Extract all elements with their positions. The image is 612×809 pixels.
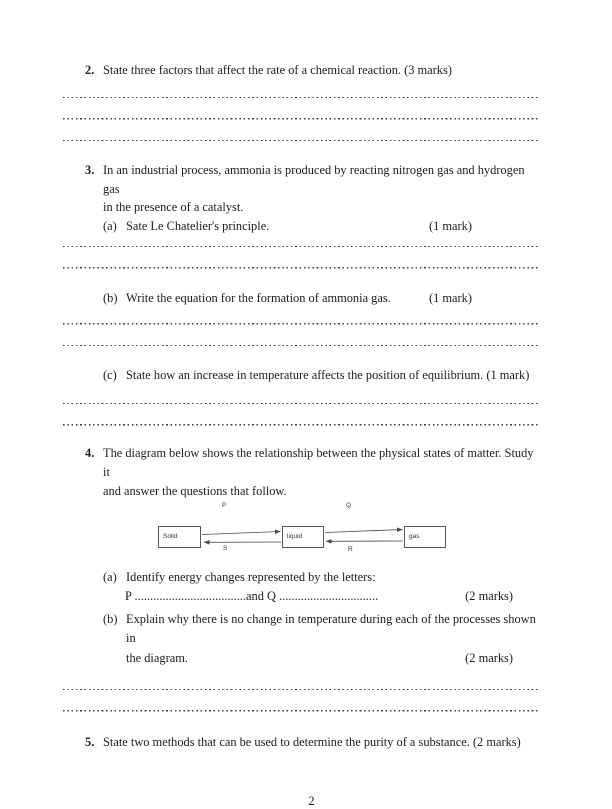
- question-4-intro-line2: and answer the questions that follow.: [103, 482, 538, 501]
- question-3b-answer-lines: [63, 307, 538, 347]
- question-3a-text: Sate Le Chatelier's principle.: [126, 217, 269, 236]
- answer-line: [63, 325, 538, 347]
- answer-line: [63, 404, 538, 426]
- question-3b-text: Write the equation for the formation of ammonia gas.: [126, 289, 391, 307]
- question-3b: [103, 289, 538, 307]
- question-3-intro-line1: In an industrial process, ammonia is produced by reacting nitrogen gas and hydrogen gas: [103, 161, 538, 198]
- question-3b-label: (b): [103, 289, 126, 307]
- question-4a-fill-line: [103, 587, 538, 606]
- question-4a-label: (a): [103, 568, 126, 587]
- question-4-intro-line1: The diagram below shows the relationship between the physical states of matter. Study it: [103, 444, 538, 482]
- question-4a-fill-text: P ....................................and Q ................................: [125, 587, 378, 606]
- question-5-text: State two methods that can be used to determine the purity of a substance. (2 marks): [103, 733, 538, 751]
- question-4a: [103, 568, 538, 606]
- question-3c-text: State how an increase in temperature affects the position of equilibrium. (1 mark): [126, 366, 529, 384]
- gas-box: gas: [404, 526, 446, 548]
- question-4: [85, 444, 538, 501]
- question-5: [85, 733, 538, 751]
- question-3c-answer-lines: [63, 384, 538, 426]
- arrow-label-p: P: [222, 502, 226, 509]
- answer-line: [63, 384, 538, 404]
- question-3b-marks: (1 mark): [429, 289, 472, 307]
- solid-box: Solid: [158, 526, 201, 548]
- question-3a-label: (a): [103, 217, 126, 236]
- answer-line: [63, 79, 538, 98]
- arrow-label-r: R: [348, 546, 353, 553]
- arrow-label-s: S: [223, 545, 227, 552]
- question-4b-answer-lines: [63, 668, 538, 712]
- answer-line: [63, 247, 538, 269]
- answer-line: [63, 120, 538, 142]
- question-2-answer-lines: [63, 79, 538, 141]
- answer-line: [63, 668, 538, 690]
- answer-line: [63, 235, 538, 247]
- question-4a-text: Identify energy changes represented by the letters:: [126, 568, 376, 587]
- question-2: [85, 61, 538, 79]
- question-3a-answer-lines: [63, 235, 538, 269]
- arrow-label-q: Q: [346, 502, 351, 509]
- answer-line: [63, 307, 538, 325]
- question-4b-label: (b): [103, 610, 126, 649]
- question-3c-label: (c): [103, 366, 126, 384]
- question-2-text: State three factors that affect the rate of a chemical reaction. (3 marks): [103, 61, 538, 79]
- question-4a-marks: (2 marks): [465, 587, 513, 606]
- liquid-box: liquid: [282, 526, 324, 548]
- page-number: 2: [85, 794, 538, 809]
- question-3a-marks: (1 mark): [429, 217, 472, 236]
- question-4-number: 4.: [85, 444, 103, 501]
- question-3c: [103, 366, 538, 384]
- answer-line: [63, 98, 538, 120]
- question-3: [85, 161, 538, 235]
- states-of-matter-diagram: [158, 501, 450, 557]
- question-3-intro-line2: in the presence of a catalyst.: [103, 198, 538, 217]
- question-4b: [103, 610, 538, 669]
- answer-line: [63, 690, 538, 712]
- question-3a: [103, 217, 538, 236]
- question-4b-marks: (2 marks): [465, 649, 513, 669]
- question-4b-text-line1: Explain why there is no change in temperature during each of the processes shown in: [126, 610, 538, 649]
- question-5-number: 5.: [85, 733, 103, 751]
- question-4b-text-line2: the diagram.: [126, 649, 188, 669]
- question-3-number: 3.: [85, 161, 103, 235]
- question-2-number: 2.: [85, 61, 103, 79]
